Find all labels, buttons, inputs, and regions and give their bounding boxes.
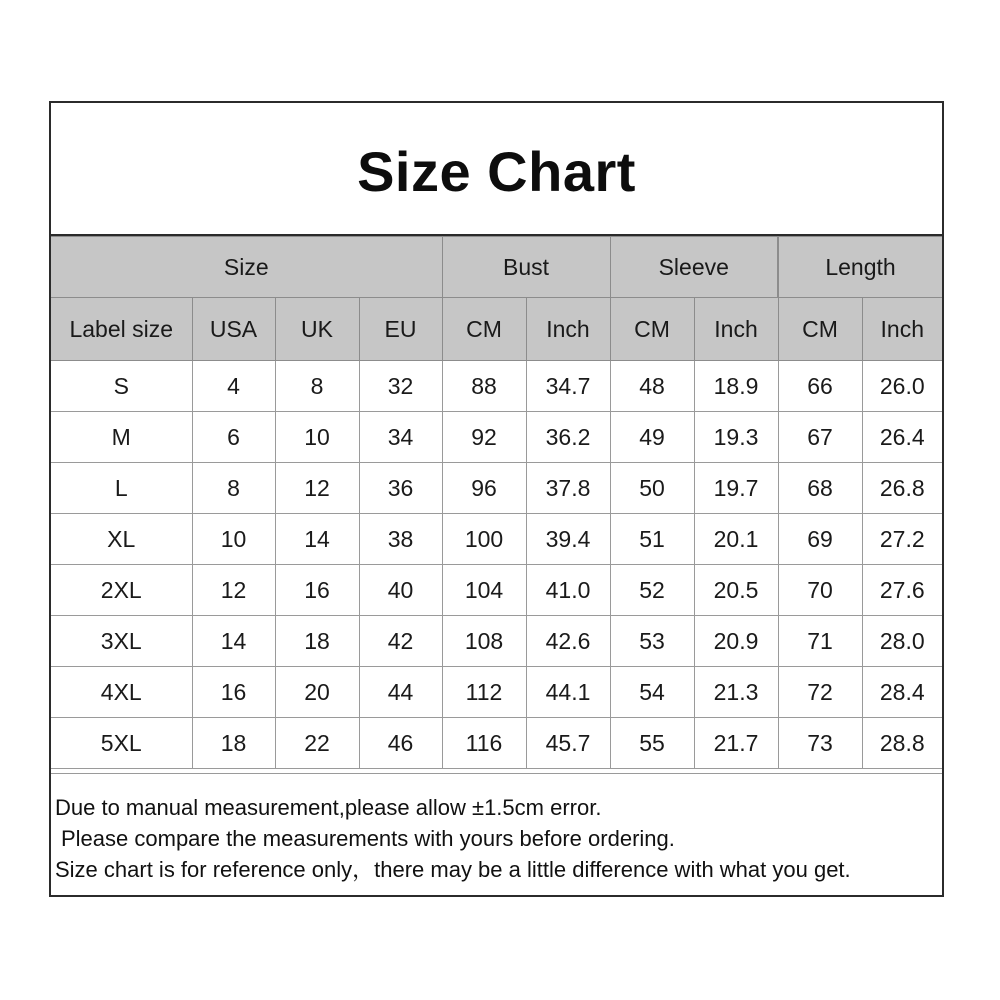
cell-length-inch: 26.8 <box>862 463 942 514</box>
cell-uk: 10 <box>275 412 359 463</box>
sub-header-sleeve-cm: CM <box>610 298 694 361</box>
table-row <box>51 565 942 616</box>
sub-header-length-inch: Inch <box>862 298 942 361</box>
cell-sleeve-cm: 49 <box>610 412 694 463</box>
cell-sleeve-inch: 21.3 <box>694 667 778 718</box>
cell-bust-inch: 36.2 <box>526 412 610 463</box>
sub-header-uk: UK <box>275 298 359 361</box>
cell-length-cm: 69 <box>778 514 862 565</box>
cell-eu: 44 <box>359 667 442 718</box>
cell-label-size: 2XL <box>51 565 192 616</box>
cell-length-inch: 28.4 <box>862 667 942 718</box>
group-header-row <box>51 237 942 298</box>
cell-label-size: 4XL <box>51 667 192 718</box>
group-header-length: Length <box>778 237 942 298</box>
sub-header-row <box>51 298 942 361</box>
cell-sleeve-cm: 48 <box>610 361 694 412</box>
note-measurement-error: Due to manual measurement,please allow ±1.5cm error. <box>55 795 602 820</box>
cell-sleeve-inch: 20.1 <box>694 514 778 565</box>
cell-uk: 16 <box>275 565 359 616</box>
cell-length-inch: 27.2 <box>862 514 942 565</box>
cell-length-cm: 67 <box>778 412 862 463</box>
cell-eu: 46 <box>359 718 442 769</box>
cell-bust-inch: 37.8 <box>526 463 610 514</box>
cell-bust-inch: 44.1 <box>526 667 610 718</box>
cell-length-cm: 72 <box>778 667 862 718</box>
sub-header-bust-cm: CM <box>442 298 526 361</box>
cell-uk: 8 <box>275 361 359 412</box>
cell-bust-cm: 88 <box>442 361 526 412</box>
cell-bust-cm: 116 <box>442 718 526 769</box>
sub-header-eu: EU <box>359 298 442 361</box>
cell-sleeve-inch: 20.5 <box>694 565 778 616</box>
cell-bust-cm: 112 <box>442 667 526 718</box>
cell-length-cm: 70 <box>778 565 862 616</box>
cell-label-size: L <box>51 463 192 514</box>
cell-eu: 40 <box>359 565 442 616</box>
cell-uk: 22 <box>275 718 359 769</box>
cell-bust-cm: 108 <box>442 616 526 667</box>
cell-bust-inch: 45.7 <box>526 718 610 769</box>
table-row <box>51 718 942 769</box>
size-chart-frame <box>49 101 944 897</box>
cell-sleeve-cm: 52 <box>610 565 694 616</box>
cell-bust-cm: 104 <box>442 565 526 616</box>
cell-uk: 12 <box>275 463 359 514</box>
cell-sleeve-cm: 53 <box>610 616 694 667</box>
group-header-sleeve: Sleeve <box>610 237 778 298</box>
cell-label-size: XL <box>51 514 192 565</box>
cell-sleeve-cm: 51 <box>610 514 694 565</box>
page-title: Size Chart <box>357 140 636 203</box>
cell-uk: 20 <box>275 667 359 718</box>
cell-bust-inch: 39.4 <box>526 514 610 565</box>
cell-bust-inch: 41.0 <box>526 565 610 616</box>
table-row <box>51 616 942 667</box>
sub-header-length-cm: CM <box>778 298 862 361</box>
note-reference-only: Size chart is for reference only，there may be a little difference with what you get. <box>55 857 851 882</box>
size-table <box>51 236 942 769</box>
cell-length-inch: 26.0 <box>862 361 942 412</box>
cell-eu: 32 <box>359 361 442 412</box>
cell-eu: 34 <box>359 412 442 463</box>
cell-usa: 10 <box>192 514 275 565</box>
group-header-bust: Bust <box>442 237 610 298</box>
cell-label-size: 5XL <box>51 718 192 769</box>
cell-bust-inch: 34.7 <box>526 361 610 412</box>
cell-length-cm: 71 <box>778 616 862 667</box>
cell-usa: 12 <box>192 565 275 616</box>
cell-length-cm: 68 <box>778 463 862 514</box>
cell-length-inch: 28.8 <box>862 718 942 769</box>
table-row <box>51 361 942 412</box>
cell-sleeve-cm: 50 <box>610 463 694 514</box>
cell-label-size: M <box>51 412 192 463</box>
cell-sleeve-inch: 18.9 <box>694 361 778 412</box>
cell-length-inch: 26.4 <box>862 412 942 463</box>
notes-area <box>51 773 942 897</box>
cell-bust-cm: 96 <box>442 463 526 514</box>
sub-header-sleeve-inch: Inch <box>694 298 778 361</box>
cell-usa: 8 <box>192 463 275 514</box>
table-row <box>51 463 942 514</box>
cell-usa: 16 <box>192 667 275 718</box>
cell-label-size: 3XL <box>51 616 192 667</box>
table-row <box>51 514 942 565</box>
cell-length-inch: 28.0 <box>862 616 942 667</box>
cell-sleeve-cm: 54 <box>610 667 694 718</box>
cell-usa: 14 <box>192 616 275 667</box>
cell-sleeve-inch: 19.3 <box>694 412 778 463</box>
table-row <box>51 412 942 463</box>
cell-sleeve-inch: 21.7 <box>694 718 778 769</box>
sub-header-label-size: Label size <box>51 298 192 361</box>
cell-length-inch: 27.6 <box>862 565 942 616</box>
cell-eu: 36 <box>359 463 442 514</box>
cell-eu: 42 <box>359 616 442 667</box>
note-compare-measurements: Please compare the measurements with yours before ordering. <box>61 826 675 851</box>
cell-usa: 18 <box>192 718 275 769</box>
cell-uk: 18 <box>275 616 359 667</box>
group-header-size: Size <box>51 237 442 298</box>
sub-header-usa: USA <box>192 298 275 361</box>
cell-bust-cm: 100 <box>442 514 526 565</box>
cell-bust-inch: 42.6 <box>526 616 610 667</box>
cell-usa: 6 <box>192 412 275 463</box>
cell-sleeve-inch: 20.9 <box>694 616 778 667</box>
cell-eu: 38 <box>359 514 442 565</box>
cell-sleeve-inch: 19.7 <box>694 463 778 514</box>
cell-sleeve-cm: 55 <box>610 718 694 769</box>
cell-bust-cm: 92 <box>442 412 526 463</box>
table-row <box>51 667 942 718</box>
cell-usa: 4 <box>192 361 275 412</box>
cell-uk: 14 <box>275 514 359 565</box>
title-area <box>51 103 942 236</box>
cell-length-cm: 73 <box>778 718 862 769</box>
sub-header-bust-inch: Inch <box>526 298 610 361</box>
cell-length-cm: 66 <box>778 361 862 412</box>
cell-label-size: S <box>51 361 192 412</box>
